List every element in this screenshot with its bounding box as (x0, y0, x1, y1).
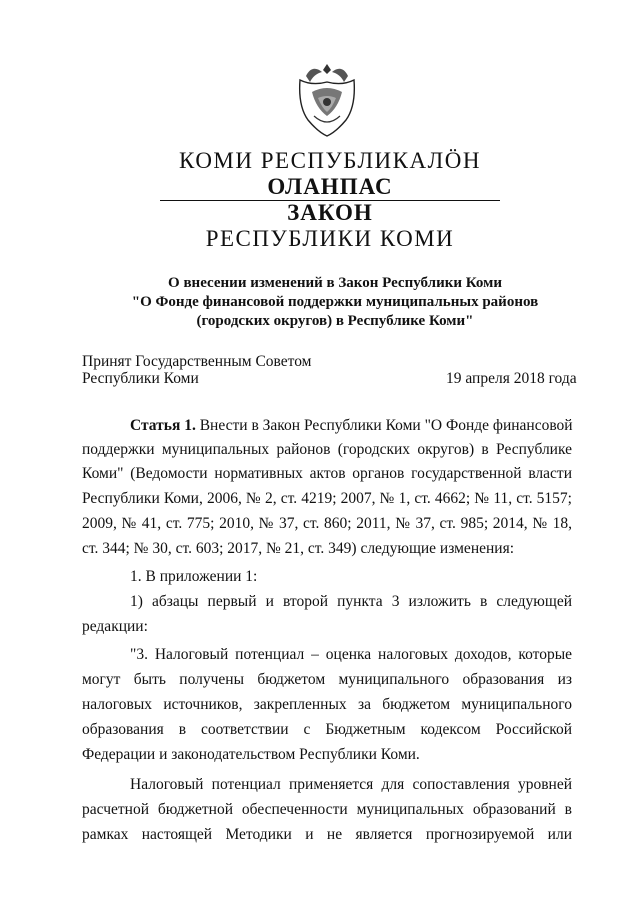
header-line-4: РЕСПУБЛИКИ КОМИ (205, 226, 455, 251)
article-1-line: поддержки муниципальных районов (городских округов) в Республике (82, 441, 572, 458)
quote-line: образования в соответствии с Бюджетным кодексом Российской (82, 721, 572, 738)
article-1-line: ст. 344; № 30, ст. 603; 2017, № 21, ст. 349) следующие изменения: (82, 540, 515, 557)
adoption-line-1: Принят Государственным Советом (82, 353, 312, 370)
header-line-1: КОМИ РЕСПУБЛИКАЛӦН (179, 148, 481, 173)
article-1-text: Внести в Закон Республики Коми "О Фонде финансовой (195, 417, 573, 434)
article-1-line: 2009, № 41, ст. 775; 2010, № 37, ст. 860; 2011, № 37, ст. 985; 2014, № 18, (82, 515, 572, 532)
paragraph-2-line: расчетной бюджетной обеспеченности муниципальных образований в (82, 801, 572, 818)
paragraph-2-line: Налоговый потенциал применяется для сопоставления уровней (130, 776, 572, 793)
header-line-3: ЗАКОН (287, 200, 373, 225)
item-1-sub-line: 1) абзацы первый и второй пункта 3 изложить в следующей (130, 593, 572, 610)
quote-line: могут быть получены бюджетом муниципального образования из (82, 671, 572, 688)
quote-line: Федерации и законодательством Республики Коми. (82, 746, 420, 763)
adoption-line-2: Республики Коми (82, 370, 199, 387)
coat-of-arms-emblem (292, 58, 362, 138)
article-1-label: Статья 1. (130, 417, 196, 434)
law-title-line-3: (городских округов) в Республике Коми" (196, 313, 474, 329)
quote-line: "3. Налоговый потенциал – оценка налоговых доходов, которые (130, 646, 572, 663)
quote-line: налоговых источников, закрепленных за бюджетом муниципального (82, 696, 572, 713)
header-line-2: ОЛАНПАС (267, 174, 393, 199)
adoption-date: 19 апреля 2018 года (446, 370, 577, 387)
law-title-line-2: "О Фонде финансовой поддержки муниципальных районов (131, 294, 539, 310)
law-title-line-1: О внесении изменений в Закон Республики Коми (168, 275, 502, 291)
paragraph-2-line: рамках настоящей Методики и не является прогнозируемой или (82, 826, 572, 843)
article-1-line: Республики Коми, 2006, № 2, ст. 4219; 2007, № 1, ст. 4662; № 11, ст. 5157; (82, 490, 572, 507)
item-1-sub-line: редакции: (82, 618, 148, 635)
article-1-line (130, 417, 572, 435)
item-1: 1. В приложении 1: (130, 568, 258, 585)
article-1-line: Коми" (Ведомости нормативных актов органов государственной власти (82, 465, 572, 482)
